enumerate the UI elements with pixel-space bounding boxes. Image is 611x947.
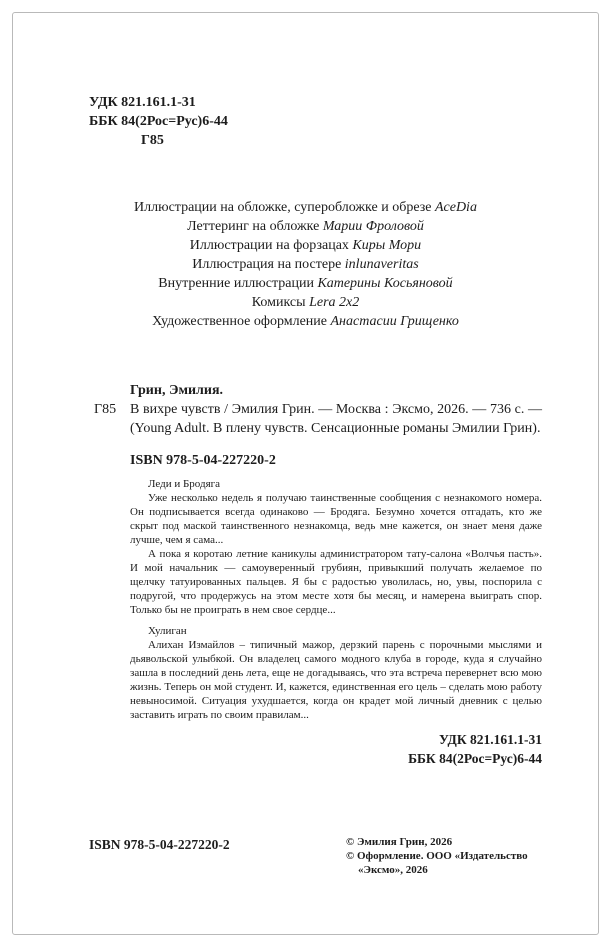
bibliographic-record <box>94 381 542 438</box>
credit-line-art-design <box>13 312 598 331</box>
credit-text: Комиксы <box>251 295 310 310</box>
credit-text: Иллюстрации на форзацах <box>189 238 353 253</box>
isbn-footer: ISBN 978-5-04-227220-2 <box>89 837 230 852</box>
annotation-section1-paragraph1: Уже несколько недель я получаю таинственные сообщения с незнакомого номера. Он подписывается всегда одинаково — Бродяга. Безумно хочется отгадать, кто же скрыт под маской таинственного незнакомца, ведь мне кажется, он знает меня даже лучше, чем я сама... <box>130 492 542 546</box>
copyright-publisher: © Оформление. ООО «Издательство «Эксмо», 2026 <box>346 850 528 876</box>
isbn-main: ISBN 978-5-04-227220-2 <box>130 453 276 468</box>
classification-codes-top <box>89 93 598 150</box>
udk-code-top: УДК 821.161.1-31 <box>89 95 196 110</box>
classification-codes-right <box>13 730 542 768</box>
bbk-code-right: ББК 84(2Рос=Рус)6-44 <box>408 751 542 766</box>
credit-name: Lera 2x2 <box>309 295 360 310</box>
udk-code-right: УДК 821.161.1-31 <box>439 732 542 747</box>
credit-name: Анастасии Грищенко <box>330 314 459 329</box>
credit-name: inlunaveritas <box>344 257 419 272</box>
credit-text: Художественное оформление <box>152 314 331 329</box>
credit-name: Киры Мори <box>352 238 422 253</box>
credit-line-poster <box>13 255 598 274</box>
annotation-section1-paragraph2: А пока я коротаю летние каникулы администратором тату-салона «Волчья пасть». И мой начальник — самоуверенный грубиян, привыкший получать желаемое по щелчку татуированных пальцев. Я бы с радостью уволилась, но, увы, поспорила с подругой, что продержусь на этом месте хотя бы месяц, и намерена выиграть спор. Только бы не проиграть в нем свое сердце... <box>130 548 542 616</box>
biblio-letter-code: Г85 <box>94 402 117 417</box>
credit-line-endpapers <box>13 236 598 255</box>
credit-text: Иллюстрация на постере <box>192 257 345 272</box>
bbk-code-top: ББК 84(2Рос=Рус)6-44 <box>89 114 228 129</box>
copyright-block <box>346 835 542 877</box>
annotation-section1-title: Леди и Бродяга <box>148 478 221 490</box>
credit-line-comics <box>13 293 598 312</box>
credit-text: Иллюстрации на обложке, суперобложке и обрезе <box>134 200 435 215</box>
copyright-author: © Эмилия Грин, 2026 <box>346 836 453 848</box>
footer-block <box>89 835 542 877</box>
biblio-entry-text: В вихре чувств / Эмилия Грин. — Москва : Эксмо, 2026. — 736 с. — (Young Adult. В плену чувств. Сенсационные романы Эмилии Грин). <box>130 402 542 436</box>
annotation-section2-title: Хулиган <box>148 625 187 637</box>
copyright-page <box>13 13 598 934</box>
credit-text: Внутренние иллюстрации <box>158 276 318 291</box>
biblio-author: Грин, Эмилия. <box>130 383 224 398</box>
annotation-block <box>130 477 542 722</box>
credit-line-cover-illustrations <box>13 198 598 217</box>
credit-name: Катерины Косьяновой <box>317 276 453 291</box>
credit-text: Леттеринг на обложке <box>187 219 323 234</box>
credit-line-inner-illustrations <box>13 274 598 293</box>
credit-name: AceDia <box>434 200 477 215</box>
letter-code-top: Г85 <box>141 133 164 148</box>
annotation-section2-paragraph1: Алихан Измайлов – типичный мажор, дерзкий парень с порочными мыслями и дьявольской улыбкой. Он владелец самого модного клуба в городе, куда я случайно зашла в последний день лета, еще не догадываясь, что эта встреча перевернет всю мою жизнь. Теперь он мой студент. И, кажется, единственная его цель – сделать мою работу невыносимой. Ситуация ухудшается, когда он крадет мой личный дневник с целью заставить играть по своим правилам... <box>130 639 542 721</box>
credit-line-lettering <box>13 217 598 236</box>
biblio-entry <box>94 400 542 438</box>
credit-name: Марии Фроловой <box>322 219 424 234</box>
credits-block <box>13 198 598 331</box>
